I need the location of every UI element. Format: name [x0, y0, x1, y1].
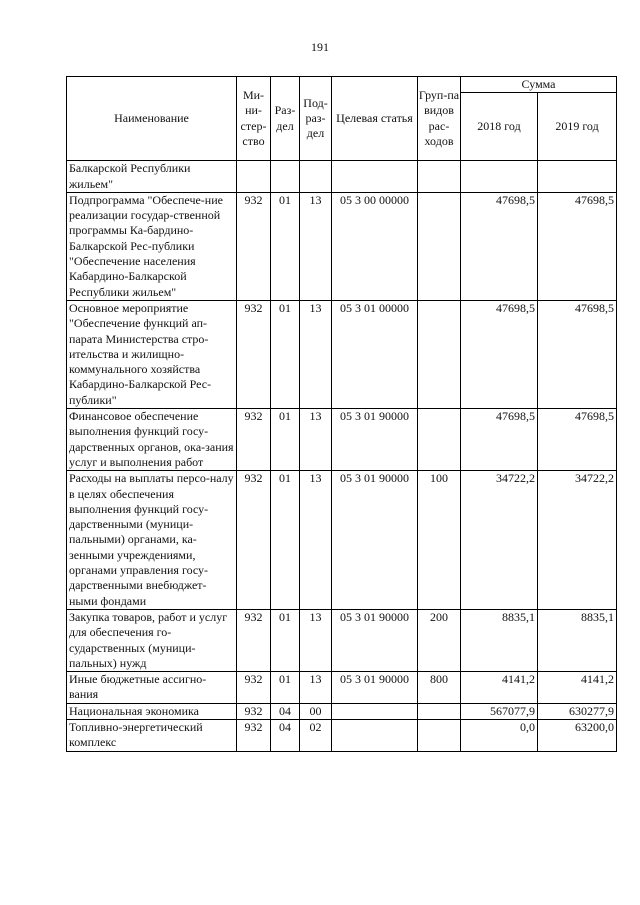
cell-target: 05 3 01 90000	[332, 609, 418, 671]
cell-name: Основное мероприятие "Обеспечение функций ап-парата Министерства стро-ительства и жилищно-коммунального хозяйства Кабардино-Балкарской Рес-публики"	[67, 300, 237, 408]
cell-ministry: 932	[237, 719, 271, 751]
cell-name: Иные бюджетные ассигно-вания	[67, 672, 237, 704]
cell-expense-group: 100	[418, 471, 461, 610]
cell-2019: 47698,5	[538, 300, 617, 408]
table-header	[67, 77, 617, 161]
cell-name: Закупка товаров, работ и услуг для обеспечения го-сударственных (муници-пальных) нужд	[67, 609, 237, 671]
cell-2019: 34722,2	[538, 471, 617, 610]
cell-section: 01	[271, 300, 300, 408]
cell-ministry	[237, 161, 271, 193]
cell-2019: 47698,5	[538, 192, 617, 300]
cell-2018: 8835,1	[461, 609, 538, 671]
cell-name: Финансовое обеспечение выполнения функций госу-дарственных органов, ока-зания услуг и выполнения работ	[67, 409, 237, 471]
cell-2018: 567077,9	[461, 703, 538, 719]
cell-2018: 47698,5	[461, 300, 538, 408]
header-subsection: Под-раз-дел	[300, 77, 332, 161]
cell-2019: 8835,1	[538, 609, 617, 671]
header-year-2018: 2018 год	[461, 93, 538, 161]
cell-expense-group	[418, 703, 461, 719]
cell-expense-group: 200	[418, 609, 461, 671]
cell-target: 05 3 01 90000	[332, 471, 418, 610]
header-sum: Сумма	[461, 77, 617, 93]
cell-ministry: 932	[237, 609, 271, 671]
cell-subsection: 02	[300, 719, 332, 751]
cell-expense-group	[418, 192, 461, 300]
cell-section: 04	[271, 703, 300, 719]
cell-2018: 4141,2	[461, 672, 538, 704]
cell-ministry: 932	[237, 703, 271, 719]
table-row	[67, 719, 617, 751]
cell-expense-group: 800	[418, 672, 461, 704]
header-expense-group: Груп-па видов рас-ходов	[418, 77, 461, 161]
cell-subsection: 13	[300, 471, 332, 610]
cell-2019: 47698,5	[538, 409, 617, 471]
cell-subsection: 00	[300, 703, 332, 719]
cell-section: 01	[271, 471, 300, 610]
cell-target: 05 3 00 00000	[332, 192, 418, 300]
table-row	[67, 192, 617, 300]
cell-section: 01	[271, 609, 300, 671]
cell-expense-group	[418, 300, 461, 408]
header-name: Наименование	[67, 77, 237, 161]
cell-2018: 34722,2	[461, 471, 538, 610]
cell-section: 04	[271, 719, 300, 751]
cell-target: 05 3 01 00000	[332, 300, 418, 408]
cell-target	[332, 703, 418, 719]
cell-expense-group	[418, 409, 461, 471]
cell-ministry: 932	[237, 192, 271, 300]
cell-section: 01	[271, 672, 300, 704]
page-number: 191	[311, 40, 329, 54]
budget-table	[66, 76, 617, 752]
cell-section: 01	[271, 409, 300, 471]
cell-target: 05 3 01 90000	[332, 409, 418, 471]
header-year-2019: 2019 год	[538, 93, 617, 161]
header-ministry: Ми-ни-стер-ство	[237, 77, 271, 161]
cell-2018	[461, 161, 538, 193]
table-row	[67, 300, 617, 408]
cell-subsection: 13	[300, 300, 332, 408]
cell-subsection: 13	[300, 409, 332, 471]
cell-ministry: 932	[237, 409, 271, 471]
cell-2019: 630277,9	[538, 703, 617, 719]
header-target: Целевая статья	[332, 77, 418, 161]
cell-subsection: 13	[300, 609, 332, 671]
cell-2019	[538, 161, 617, 193]
cell-name: Расходы на выплаты персо-налу в целях обеспечения выполнения функций госу-дарственными (муници-пальными) органами, ка-зенными учреждениями, органами управления госу-дарственными внебюджет-ными фондами	[67, 471, 237, 610]
cell-2019: 4141,2	[538, 672, 617, 704]
cell-name: Балкарской Республики жильем"	[67, 161, 237, 193]
cell-expense-group	[418, 719, 461, 751]
table-row	[67, 672, 617, 704]
header-section: Раз-дел	[271, 77, 300, 161]
cell-target	[332, 161, 418, 193]
cell-2018: 47698,5	[461, 192, 538, 300]
table-row	[67, 703, 617, 719]
cell-subsection: 13	[300, 672, 332, 704]
cell-2018: 47698,5	[461, 409, 538, 471]
cell-ministry: 932	[237, 672, 271, 704]
cell-subsection: 13	[300, 192, 332, 300]
table-row	[67, 471, 617, 610]
table-row	[67, 409, 617, 471]
table-body	[67, 161, 617, 751]
cell-name: Топливно-энергетический комплекс	[67, 719, 237, 751]
cell-subsection	[300, 161, 332, 193]
cell-2019: 63200,0	[538, 719, 617, 751]
cell-name: Национальная экономика	[67, 703, 237, 719]
cell-target	[332, 719, 418, 751]
cell-name: Подпрограмма "Обеспече-ние реализации государ-ственной программы Ка-бардино-Балкарской Рес-публики "Обеспечение населения Кабардино-Балкарской Республики жильем"	[67, 192, 237, 300]
cell-ministry: 932	[237, 300, 271, 408]
cell-section: 01	[271, 192, 300, 300]
cell-2018: 0,0	[461, 719, 538, 751]
cell-expense-group	[418, 161, 461, 193]
table-row	[67, 609, 617, 671]
cell-section	[271, 161, 300, 193]
cell-ministry: 932	[237, 471, 271, 610]
table-row	[67, 161, 617, 193]
cell-target: 05 3 01 90000	[332, 672, 418, 704]
